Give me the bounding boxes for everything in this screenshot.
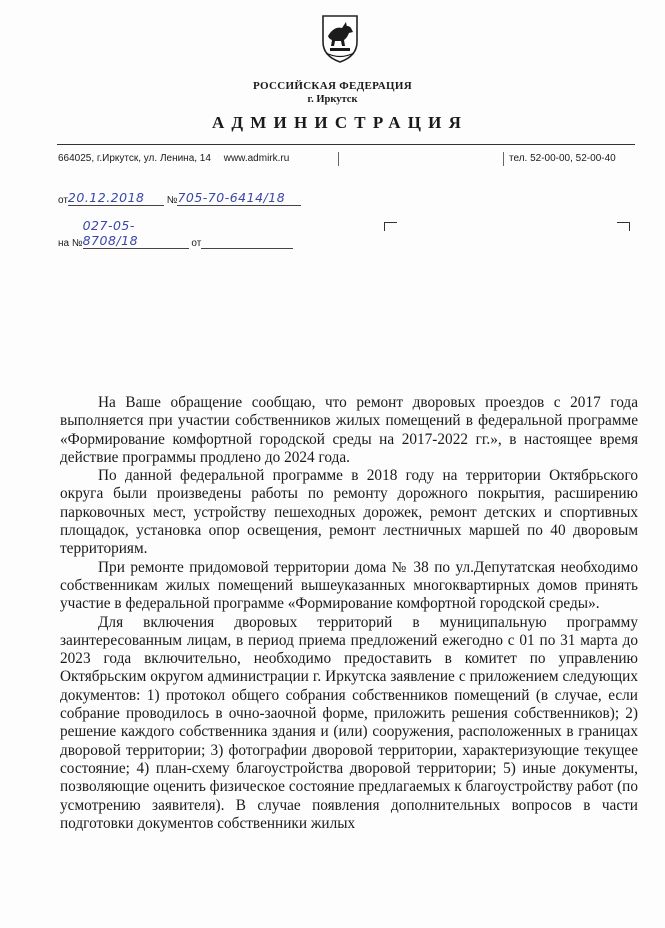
number-prefix: № bbox=[166, 195, 178, 206]
reply-reference-line bbox=[58, 218, 293, 249]
city-coat-of-arms-emblem bbox=[320, 14, 360, 64]
divider-mark-left bbox=[338, 152, 339, 166]
divider-mark-right bbox=[503, 152, 504, 166]
reply-number-prefix: на № bbox=[58, 238, 83, 249]
website: www.admirk.ru bbox=[223, 153, 290, 164]
postal-address: 664025, г.Иркутск, ул. Ленина, 14 bbox=[58, 153, 211, 164]
address-block-corner-left bbox=[384, 222, 397, 231]
body-paragraph: Для включения дворовых территорий в муниципальную программу заинтересованным лицам, в период приема предложений ежегодно с 01 по 31 марта до 2023 года включительно, необходимо предоставить в комитет по управлению Октябрьским округом администрации г. Иркутска заявление с приложением следующих документов: 1) протокол общего собрания собственников помещений (в случае, если собрание проводилось в очно-заочной форме, приложить решения собственников); 2) решение каждого собственника здания и (или) сооружения, расположенных в границах дворовой территории; 3) фотографии дворовой территории, характеризующие текущее состояние; 4) план-схему благоустройства дворовой территории; 5) иные документы, позволяющие оценить физическое состояние предлагаемых к благоустройству работ (по усмотрению заявителя). В случае появления дополнительных вопросов в части подготовки документов собственники жилых bbox=[60, 613, 638, 832]
outgoing-number: 705-70-6414/18 bbox=[177, 190, 301, 206]
organization-title: АДМИНИСТРАЦИЯ bbox=[211, 113, 469, 132]
body-paragraph: По данной федеральной программе в 2018 году на территории Октябрьского округа были произведены работы по ремонту дорожного покрытия, расширению парковочных мест, устройству пешеходных дорожек, ремонт детских и спортивных площадок, установка опор освещения, ремонт лестничных маршей по 40 дворовым территориям. bbox=[60, 467, 638, 558]
phone-numbers: тел. 52-00-00, 52-00-40 bbox=[509, 153, 616, 164]
city-name: г. Иркутск bbox=[307, 94, 358, 105]
reply-date-blank bbox=[201, 237, 293, 249]
header-divider bbox=[57, 144, 635, 145]
date-prefix: от bbox=[58, 195, 68, 206]
body-paragraph: При ремонте придомовой территории дома № 38 по ул.Депутатская необходимо собственникам жилых помещений вышеуказанных многоквартирных домов принять участие в федеральной программе «Формирование комфортной городской среды». bbox=[60, 558, 638, 613]
body-paragraph: На Ваше обращение сообщаю, что ремонт дворовых проездов с 2017 года выполняется при участии собственников жилых помещений в федеральной программе «Формирование комфортной городской среды на 2017-2022 гг.», в настоящее время действие программы продлено до 2024 года. bbox=[60, 394, 638, 466]
address-block-corner-right bbox=[617, 222, 630, 231]
reply-date-prefix: от bbox=[191, 238, 202, 249]
reply-number: 027-05-8708/18 bbox=[83, 218, 189, 249]
country-name: РОССИЙСКАЯ ФЕДЕРАЦИЯ bbox=[253, 80, 412, 92]
letter-body bbox=[60, 394, 638, 833]
address-line bbox=[58, 153, 289, 164]
outgoing-registration-line bbox=[58, 190, 301, 206]
outgoing-date: 20.12.2018 bbox=[68, 190, 164, 206]
